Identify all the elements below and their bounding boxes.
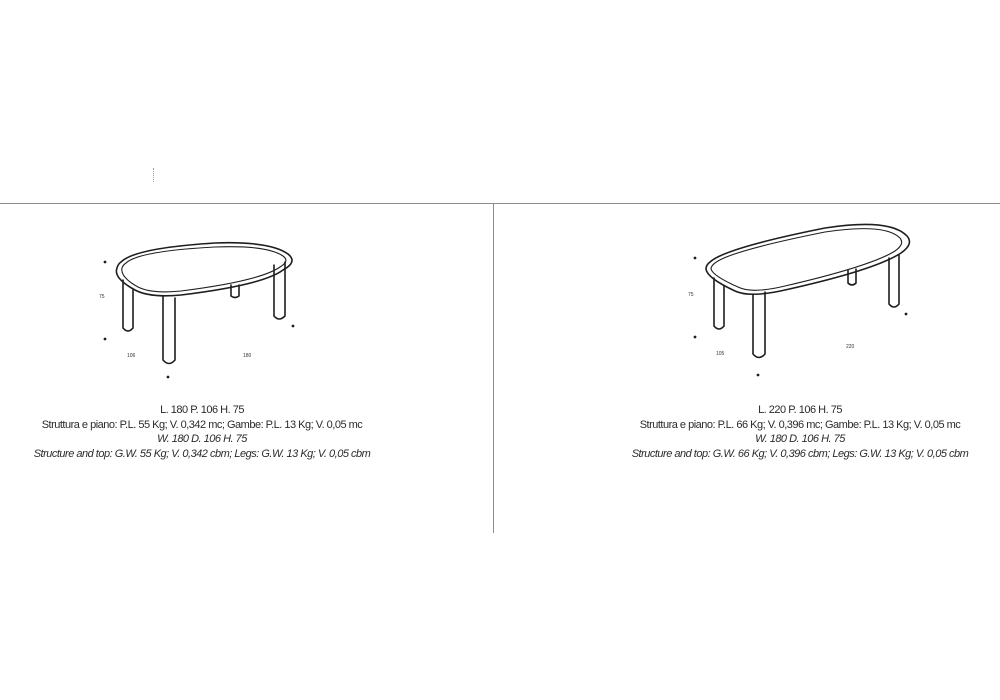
- spec-weights-it: Struttura e piano: P.L. 66 Kg; V. 0,396 mc; Gambe: P.L. 13 Kg; V. 0,05 mc: [639, 418, 961, 431]
- spec-weights-en: Structure and top: G.W. 66 Kg; V. 0,396 cbm; Legs: G.W. 13 Kg; V. 0,05 cbm: [631, 447, 969, 460]
- dotted-mark: [153, 168, 154, 182]
- spec-weights-it: Struttura e piano: P.L. 55 Kg; V. 0,342 mc; Gambe: P.L. 13 Kg; V. 0,05 mc: [41, 418, 363, 431]
- spec-dimensions-it: L. 180 P. 106 H. 75: [160, 404, 244, 416]
- horizontal-divider: [0, 203, 1000, 204]
- spec-dimensions-en: W. 180 D. 106 H. 75: [157, 433, 247, 445]
- dim-depth-label: 106: [127, 353, 136, 359]
- dim-length-label: 220: [846, 344, 855, 350]
- dim-height-label: 75: [688, 292, 694, 298]
- table-illustration-180: [95, 240, 305, 385]
- spec-dimensions-en: W. 180 D. 106 H. 75: [755, 433, 845, 445]
- spec-block-180: [0, 403, 412, 461]
- dim-depth-label: 105: [716, 351, 725, 357]
- dim-height-label: 75: [99, 294, 105, 300]
- vertical-divider: [493, 203, 494, 533]
- dim-length-label: 180: [243, 353, 252, 359]
- spec-block-220: [590, 403, 1000, 461]
- spec-weights-en: Structure and top: G.W. 55 Kg; V. 0,342 cbm; Legs: G.W. 13 Kg; V. 0,05 cbm: [33, 447, 371, 460]
- table-drawing-180: [95, 240, 305, 385]
- spec-dimensions-it: L. 220 P. 106 H. 75: [758, 404, 842, 416]
